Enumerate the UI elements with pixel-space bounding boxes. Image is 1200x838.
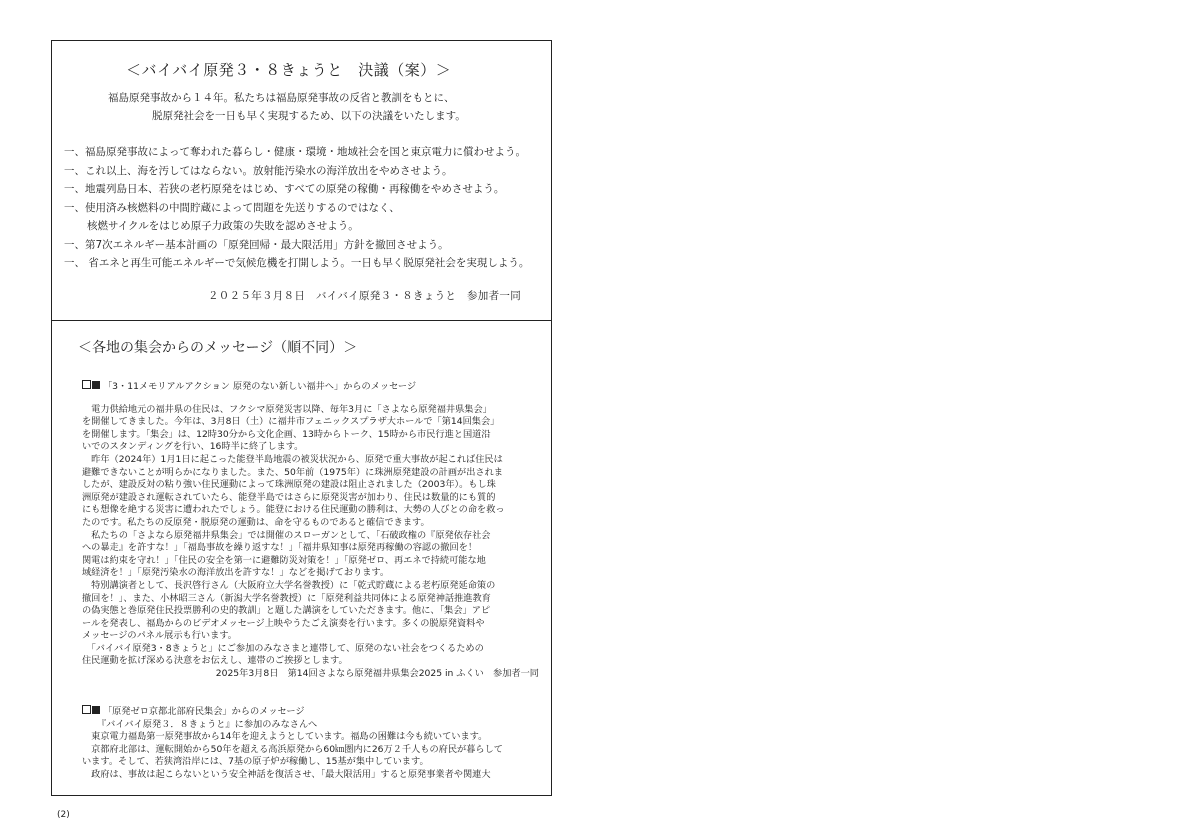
message-body: [82, 719, 547, 782]
resolution-item: 一、これ以上、海を汚してはならない。放射能汚染水の海洋放出をやめさせよう。: [64, 164, 453, 177]
message-line: 東京電力福島第一原発事故から14年を迎えようとしています。福島の困難は今も続いています。: [82, 731, 488, 743]
section-divider: [52, 320, 551, 321]
message-line: への暴走』を許すな！」「福島事故を繰り返すな！」「福井県知事は原発再稼働の容認の撤回を！: [82, 542, 478, 554]
message-line: 関電は約束を守れ！」「住民の安全を第一に避難防災対策を！」「原発ゼロ、再エネで持続可能な地: [82, 554, 486, 566]
message-heading: [82, 380, 547, 394]
message-line: を開催してきました。今年は、3月8日（土）に福井市フェニックスプラザ大ホールで「第14回集会」: [82, 416, 500, 428]
message-line: 「バイバイ原発3・8きょうと」にご参加のみなさまと連帯して、原発のない社会をつくるための: [82, 642, 484, 654]
messages-title: ＜各地の集会からのメッセージ（順不同）＞: [78, 340, 358, 356]
message-line: 洲原発が建設され運転されていたら、能登半島ではさらに原発災害が加わり、住民は数量的にも質的: [82, 491, 496, 503]
message-line: 避難できないことが明らかになりました。また、50年前（1975年）に珠洲原発建設の計画が出されま: [82, 466, 503, 478]
message-line: 昨年（2024年）1月1日に起こった能登半島地震の被災状況から、原発で重大事故が起これば住民は: [82, 453, 503, 465]
resolution-item: 一、使用済み核燃料の中間貯蔵によって問題を先送りするのではなく、: [64, 201, 400, 214]
message-line: にも想像を絶する災害に遭われたでしょう。能登における住民運動の勝利は、大勢の人びとの命を救っ: [82, 504, 505, 516]
message-heading-text: 「原発ゼロ京都北部府民集会」からのメッセージ: [103, 706, 305, 717]
message-line: 住民運動を拡げ深める決意をお伝えし、連帯のご挨拶とします。: [82, 655, 348, 667]
hollow-square-icon: [82, 380, 91, 389]
page-number: (2): [57, 810, 70, 820]
message-block-fukui: [82, 380, 547, 681]
message-line: ールを発表し、福島からのビデオメッセージ上映やうたごえ演奏を行います。多くの脱原発資料や: [82, 617, 485, 629]
message-line: 撤回を！」、また、小林昭三さん（新潟大学名誉教授）に「原発利益共同体による原発神話推進教育: [82, 592, 491, 604]
resolution-intro-line1: 福島原発事故から１４年。私たちは福島原発事故の反省と教訓をもとに、: [108, 92, 455, 104]
message-line: 政府は、事故は起こらないという安全神話を復活させ、「最大限活用」すると原発事業者や関連大: [82, 768, 491, 780]
message-line: 京都府北部は、運転開始から50年を超える高浜原発から60㎞圏内に26万２千人もの府民が暮らして: [82, 743, 503, 755]
resolution-item: 一、福島原発事故によって奪われた暮らし・健康・環境・地域社会を国と東京電力に償わせよう。: [64, 146, 526, 158]
resolution-item: 一、第7次エネルギー基本計画の「原発回帰・最大限活用」方針を撤回させよう。: [64, 238, 449, 251]
hollow-square-icon: [82, 705, 91, 714]
message-heading-text: 「3・11メモリアルアクション 原発のない新しい福井へ」からのメッセージ: [103, 381, 417, 392]
message-line: 域経済を！」「原発汚染水の海洋放出を許すな！」などを掲げております。: [82, 567, 390, 579]
filled-square-icon: [92, 706, 100, 714]
message-body: [82, 404, 547, 668]
message-signature: 2025年3月8日 第14回さよなら原発福井県集会2025 in ふくい 参加者一同: [215, 668, 539, 680]
message-line: います。そして、若狭湾沿岸には、7基の原子炉が稼働し、15基が集中しています。: [82, 756, 429, 768]
message-line: を開催します。「集会」は、12時30分から文化企画、13時からトーク、15時から市民行進と国道沿: [82, 428, 491, 440]
message-line: 『バイバイ原発３．８きょうと』に参加のみなさんへ: [97, 718, 318, 730]
message-block-kyoto-north: [82, 705, 547, 782]
message-line: 私たちの「さよなら原発福井県集会」では開催のスローガンとして、「石破政権の『原発依存社会: [82, 529, 491, 541]
resolution-signature: ２０２５年３月８日 バイバイ原発３・８きょうと 参加者一同: [208, 290, 521, 302]
resolution-intro-line2: 脱原発社会を一日も早く実現するため、以下の決議をいたします。: [152, 110, 466, 122]
resolution-item-continuation: 核燃サイクルをはじめ原子力政策の失敗を認めさせよう。: [87, 220, 359, 232]
message-line: したが、建設反対の粘り強い住民運動によって珠洲原発の建設は阻止されました（2003年）。もし珠: [82, 479, 496, 491]
filled-square-icon: [92, 381, 100, 389]
message-line: 特別講演者として、長沢啓行さん（大阪府立大学名誉教授）に「乾式貯蔵による老朽原発延命策の: [82, 579, 496, 591]
message-line: たのです。私たちの反原発・脱原発の運動は、命を守るものであると確信できます。: [82, 516, 430, 528]
resolution-item: 一、地震列島日本、若狭の老朽原発をはじめ、すべての原発の稼働・再稼働をやめさせよう。: [64, 183, 505, 195]
resolution-title: ＜バイバイ原発３・８きょうと 決議（案）＞: [126, 61, 452, 79]
message-line: メッセージのパネル展示も行います。: [82, 630, 237, 642]
message-heading: [82, 705, 547, 719]
message-line: いでのスタンディングを行い、16時半に終了します。: [82, 441, 304, 453]
resolution-item: 一、 省エネと再生可能エネルギーで気候危機を打開しよう。一日も早く脱原発社会を実現しよう。: [64, 257, 530, 269]
message-line: 電力供給地元の福井県の住民は、フクシマ原発災害以降、毎年3月に「さよなら原発福井県集会」: [82, 403, 492, 415]
resolution-items: [64, 143, 549, 273]
document-frame: [51, 40, 552, 796]
message-line: の偽実態と巻原発住民投票勝利の史的教訓」と題した講演をしていただきます。他に、「集会」アピ: [82, 605, 491, 617]
